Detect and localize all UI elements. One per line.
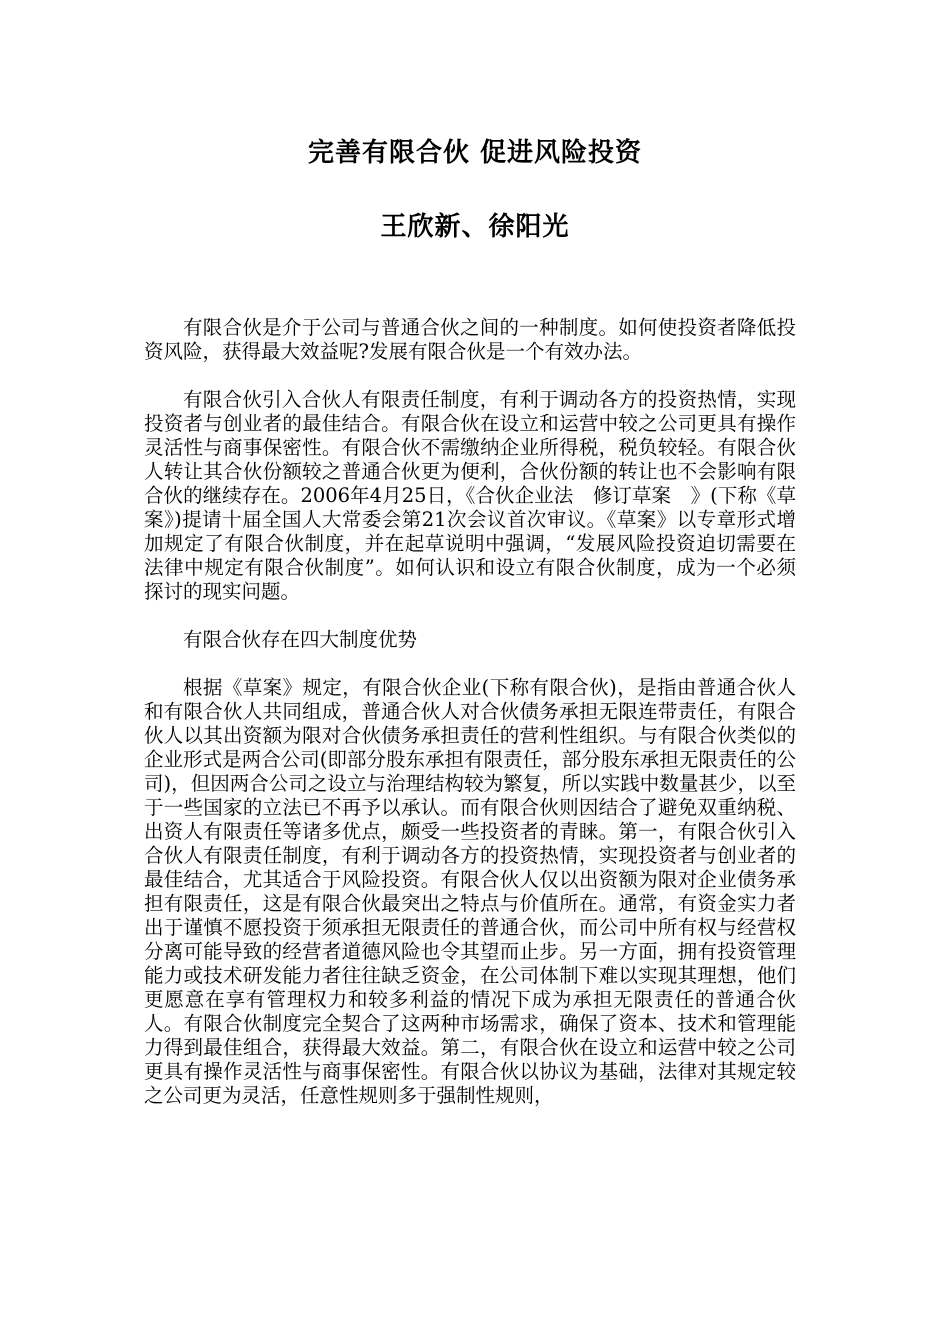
document-title: 完善有限合伙 促进风险投资: [307, 138, 643, 168]
paragraph-background: 有限合伙引入合伙人有限责任制度，有利于调动各方的投资热情，实现投资者与创业者的最佳结合。有限合伙在设立和运营中较之公司更具有操作灵活性与商事保密性。有限合伙不需缴纳企业所得税，税负较轻。有限合伙人转让其合伙份额较之普通合伙更为便利，合伙份额的转让也不会影响有限合伙的继续存在。2006年4月25日，《合伙企业法 修订草案 》(下称《草案》)提请十届全国人大常委会第21次会议首次审议。《草案》以专章形式增加规定了有限合伙制度，并在起草说明中强调，“发展风险投资迫切需要在法律中规定有限合伙制度”。如何认识和设立有限合伙制度，成为一个必须探讨的现实问题。: [144, 388, 796, 603]
document-authors: 王欣新、徐阳光: [380, 212, 570, 242]
document-body: [144, 316, 796, 1132]
section-heading: 有限合伙存在四大制度优势: [183, 628, 418, 651]
paragraph-advantages: 根据《草案》规定，有限合伙企业(下称有限合伙)，是指由普通合伙人和有限合伙人共同组成，普通合伙人对合伙债务承担无限连带责任，有限合伙人以其出资额为限对合伙债务承担责任的营利性组织。与有限合伙类似的企业形式是两合公司(即部分股东承担有限责任，部分股东承担无限责任的公司)，但因两合公司之设立与治理结构较为繁复，所以实践中数量甚少，以至于一些国家的立法已不再予以承认。而有限合伙则因结合了避免双重纳税、出资人有限责任等诸多优点，颇受一些投资者的青睐。第一，有限合伙引入合伙人有限责任制度，有利于调动各方的投资热情，实现投资者与创业者的最佳结合，尤其适合于风险投资。有限合伙人仅以出资额为限对企业债务承担有限责任，这是有限合伙最突出之特点与价值所在。通常，有资金实力者出于谨慎不愿投资于须承担无限责任的普通合伙，而公司中所有权与经营权分离可能导致的经营者道德风险也令其望而止步。另一方面，拥有投资管理能力或技术研发能力者往往缺乏资金，在公司体制下难以实现其理想，他们更愿意在享有管理权力和较多利益的情况下成为承担无限责任的普通合伙人。有限合伙制度完全契合了这两种市场需求，确保了资本、技术和管理能力得到最佳组合，获得最大效益。第二，有限合伙在设立和运营中较之公司更具有操作灵活性与商事保密性。有限合伙以协议为基础，法律对其规定较之公司更为灵活，任意性规则多于强制性规则，: [144, 676, 796, 1107]
paragraph-intro: 有限合伙是介于公司与普通合伙之间的一种制度。如何使投资者降低投资风险，获得最大效益呢?发展有限合伙是一个有效办法。: [144, 316, 796, 363]
